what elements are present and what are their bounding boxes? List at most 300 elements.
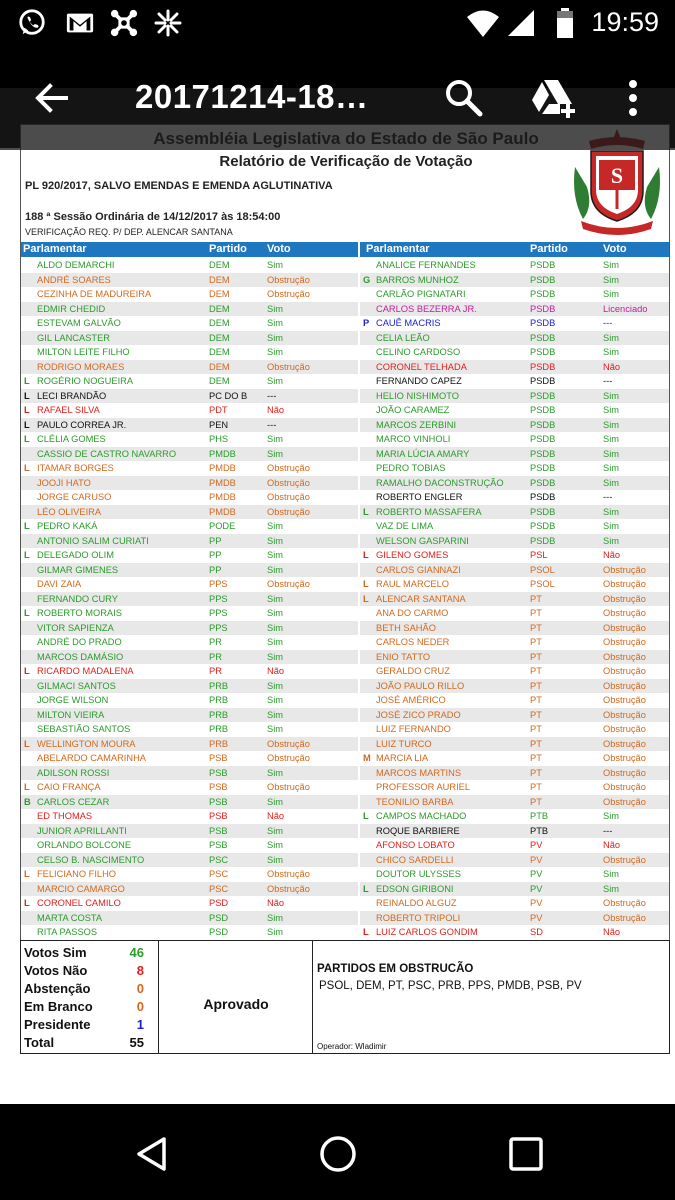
party-name: PSOL	[530, 579, 555, 589]
row-flag: L	[363, 811, 369, 821]
party-name: PSD	[209, 898, 229, 908]
table-row	[21, 737, 358, 752]
member-name: JOSÉ ZICO PRADO	[376, 709, 461, 720]
row-flag: L	[24, 782, 30, 792]
table-row	[360, 650, 669, 665]
member-name: FERNANDO CURY	[37, 593, 118, 604]
party-name: PRB	[209, 738, 229, 749]
row-flag: M	[363, 753, 371, 763]
table-row	[21, 911, 358, 926]
member-name: CARLOS GIANNAZI	[376, 564, 461, 575]
vote-value: Sim	[603, 434, 620, 444]
party-name: PP	[209, 564, 222, 575]
vote-value: Sim	[603, 506, 620, 517]
party-name: PSDB	[530, 463, 556, 473]
member-name: LUIZ FERNANDO	[376, 724, 451, 734]
row-flag: L	[24, 390, 30, 401]
member-name: MARCOS DAMÁSIO	[37, 651, 124, 662]
party-name: DEM	[209, 274, 230, 285]
party-name: PSDB	[530, 376, 556, 386]
table-row	[360, 911, 669, 926]
bill-label: PL 920/2017, SALVO EMENDAS E EMENDA AGLUTINATIVA	[25, 180, 333, 192]
table-row	[21, 316, 358, 331]
vote-value: Sim	[267, 767, 284, 778]
member-name: JUNIOR APRILLANTI	[37, 825, 127, 836]
vote-value: Sim	[267, 564, 284, 575]
member-name: RICARDO MADALENA	[37, 666, 134, 676]
row-flag: G	[363, 274, 371, 285]
vote-value: Obstrução	[603, 912, 646, 923]
member-name: EDMIR CHEDID	[37, 303, 106, 314]
member-name: ANALICE FERNANDES	[376, 260, 476, 270]
table-row	[21, 838, 358, 853]
member-name: JORGE CARUSO	[37, 492, 112, 502]
member-name: REINALDO ALGUZ	[376, 898, 457, 908]
vote-value: Sim	[267, 724, 284, 734]
vote-value: Não	[603, 550, 621, 560]
table-row	[360, 432, 669, 447]
party-name: PMDB	[209, 463, 236, 473]
table-row	[21, 273, 358, 288]
vote-value: Obstrução	[603, 608, 646, 618]
table-row	[360, 418, 669, 433]
member-name: MILTON LEITE FILHO	[37, 347, 130, 357]
vote-value: Obstrução	[267, 274, 310, 285]
row-flag: L	[363, 579, 369, 589]
party-name: PPS	[209, 593, 228, 604]
vote-value: Sim	[267, 651, 284, 662]
home-circle-icon[interactable]	[318, 1134, 358, 1174]
member-name: MARCO VINHOLI	[376, 434, 451, 444]
vote-value: Sim	[603, 347, 620, 357]
party-name: PSDB	[530, 419, 556, 430]
party-name: PRB	[209, 724, 229, 734]
table-row	[360, 867, 669, 882]
vote-value: Sim	[267, 825, 284, 836]
table-row	[360, 882, 669, 897]
table-row	[21, 519, 358, 534]
table-row	[21, 621, 358, 636]
table-row	[360, 534, 669, 549]
member-name: ROBERTO MASSAFERA	[376, 506, 482, 517]
table-row	[360, 548, 669, 563]
member-name: CLÉLIA GOMES	[37, 434, 106, 444]
vote-value: Sim	[603, 463, 620, 473]
party-name: PV	[530, 869, 543, 879]
obstruction-cell	[313, 941, 669, 1053]
total-value: 46	[129, 945, 144, 960]
vote-value: Sim	[603, 448, 620, 459]
table-header-right	[360, 242, 669, 257]
member-name: RAUL MARCELO	[376, 579, 450, 589]
spark-icon	[154, 8, 182, 38]
row-flag: P	[363, 318, 370, 328]
party-name: DEM	[209, 289, 230, 299]
party-name: PT	[530, 666, 542, 676]
vote-value: Obstrução	[603, 724, 646, 734]
member-name: LÉO OLIVEIRA	[37, 506, 102, 517]
table-row	[21, 708, 358, 723]
vote-value: Obstrução	[603, 854, 646, 865]
row-flag: L	[363, 550, 369, 560]
table-row	[360, 722, 669, 737]
member-name: GILMACI SANTOS	[37, 680, 116, 691]
table-header-left	[21, 242, 358, 257]
member-name: LECI BRANDÃO	[37, 390, 107, 401]
table-row	[21, 809, 358, 824]
party-name: PTB	[530, 825, 549, 836]
party-name: PSB	[209, 782, 228, 792]
table-row	[360, 664, 669, 679]
party-name: PSB	[209, 796, 228, 807]
member-name: ROBERTO ENGLER	[376, 492, 463, 502]
party-name: PSD	[209, 912, 229, 923]
party-name: PMDB	[209, 506, 236, 517]
member-name: MARTA COSTA	[37, 912, 103, 923]
total-value: 8	[136, 963, 144, 978]
table-row	[21, 824, 358, 839]
member-name: CELINO CARDOSO	[376, 347, 461, 357]
vote-value: Não	[267, 898, 285, 908]
vote-value: ---	[603, 492, 613, 502]
member-name: GILENO GOMES	[376, 550, 449, 560]
party-name: PT	[530, 608, 542, 618]
member-name: ALDO DEMARCHI	[37, 260, 115, 270]
table-row	[360, 853, 669, 868]
table-row	[360, 621, 669, 636]
party-name: PT	[530, 637, 542, 647]
search-icon[interactable]	[444, 78, 484, 118]
party-name: PSDB	[530, 289, 556, 299]
vote-value: Obstrução	[267, 492, 310, 502]
header-party: Partido	[209, 243, 247, 255]
vote-value: Obstrução	[267, 477, 310, 488]
vote-value: Obstrução	[603, 666, 646, 676]
more-vert-icon[interactable]	[622, 78, 644, 118]
vote-value: Obstrução	[267, 463, 310, 473]
member-name: ENIO TATTO	[376, 651, 431, 662]
vote-value: Sim	[603, 390, 620, 401]
vote-value: Obstrução	[603, 782, 646, 792]
vote-value: Obstrução	[603, 622, 646, 633]
app-bar	[0, 48, 675, 148]
vote-value: Obstrução	[267, 753, 310, 763]
vote-value: ---	[603, 318, 613, 328]
vote-value: Obstrução	[267, 361, 310, 372]
member-name: CARLOS BEZERRA JR.	[376, 303, 477, 314]
table-row	[360, 635, 669, 650]
table-row	[21, 432, 358, 447]
table-row	[21, 577, 358, 592]
party-name: PPS	[209, 579, 228, 589]
header-party: Partido	[530, 243, 568, 255]
row-flag: L	[24, 608, 30, 618]
back-triangle-icon[interactable]	[132, 1134, 172, 1174]
vote-value: Obstrução	[603, 738, 646, 749]
status-bar	[0, 0, 675, 48]
vote-value: Não	[267, 405, 285, 415]
session-label: 188 ª Sessão Ordinária de 14/12/2017 às 18:54:00	[25, 211, 281, 223]
vote-value: ---	[603, 376, 613, 386]
row-flag: L	[363, 927, 369, 937]
vote-value: Obstrução	[603, 680, 646, 691]
party-name: PSL	[530, 550, 548, 560]
vote-value: Sim	[267, 332, 284, 343]
party-name: SD	[530, 927, 543, 937]
party-name: PSB	[209, 825, 228, 836]
vote-value: Obstrução	[267, 506, 310, 517]
vote-value: Sim	[603, 535, 620, 546]
party-name: PR	[209, 637, 222, 647]
vote-value: Obstrução	[267, 738, 310, 749]
vote-value: Sim	[267, 695, 284, 705]
row-flag: L	[24, 463, 30, 473]
table-row	[360, 519, 669, 534]
table-row	[21, 795, 358, 810]
member-name: MARCOS ZERBINI	[376, 419, 457, 430]
party-name: PT	[530, 695, 542, 705]
table-row	[360, 302, 669, 317]
member-name: GILMAR GIMENES	[37, 564, 119, 575]
vote-value: Sim	[267, 622, 284, 633]
vote-value: Sim	[603, 419, 620, 430]
vote-value: Obstrução	[603, 579, 646, 589]
table-row	[21, 751, 358, 766]
total-value: 0	[136, 999, 144, 1014]
table-row	[21, 882, 358, 897]
member-name: ANDRÉ SOARES	[37, 274, 111, 285]
member-name: RAMALHO DACONSTRUÇÃO	[376, 477, 504, 488]
row-flag: L	[24, 419, 30, 430]
vote-value: Sim	[603, 289, 620, 299]
party-name: DEM	[209, 318, 230, 328]
member-name: RITA PASSOS	[37, 927, 98, 937]
party-name: PSB	[209, 811, 228, 821]
party-name: PSDB	[530, 535, 556, 546]
table-row	[360, 824, 669, 839]
party-name: PSD	[209, 927, 229, 937]
party-name: PT	[530, 593, 542, 604]
party-name: PSB	[209, 753, 228, 763]
vote-value: Sim	[267, 347, 284, 357]
member-name: BETH SAHÃO	[376, 622, 436, 633]
vote-value: Obstrução	[603, 651, 646, 662]
party-name: PT	[530, 622, 542, 633]
party-name: PC DO B	[209, 390, 248, 401]
vote-value: Sim	[267, 854, 284, 865]
party-name: PT	[530, 680, 542, 691]
table-row	[360, 693, 669, 708]
member-name: CAIO FRANÇA	[37, 782, 101, 792]
party-name: PPS	[209, 622, 228, 633]
back-arrow-icon[interactable]	[32, 78, 72, 118]
member-name: JOSÉ AMÉRICO	[376, 695, 446, 705]
party-name: PT	[530, 709, 542, 720]
vote-value: Sim	[603, 332, 620, 343]
table-row	[360, 809, 669, 824]
party-name: PT	[530, 796, 542, 807]
total-value: 1	[136, 1017, 144, 1032]
table-row	[360, 331, 669, 346]
table-row	[21, 896, 358, 911]
member-name: GIL LANCASTER	[37, 332, 111, 343]
party-name: PSB	[209, 767, 228, 778]
vote-value: Sim	[603, 274, 620, 285]
party-name: PSB	[209, 840, 228, 850]
table-row	[21, 853, 358, 868]
member-name: JORGE WILSON	[37, 695, 109, 705]
total-label: Votos Não	[24, 963, 88, 978]
header-vote: Voto	[267, 243, 291, 255]
table-row	[360, 838, 669, 853]
member-name: ABELARDO CAMARINHA	[37, 753, 147, 763]
summary-box	[20, 940, 670, 1054]
vote-value: Sim	[603, 869, 620, 879]
party-name: PT	[530, 724, 542, 734]
drive-add-icon[interactable]	[530, 78, 576, 118]
party-name: DEM	[209, 361, 230, 372]
table-row	[21, 635, 358, 650]
table-row	[21, 766, 358, 781]
row-flag: B	[24, 796, 31, 807]
total-label: Abstenção	[24, 981, 91, 996]
vote-value: ---	[603, 825, 613, 836]
table-row	[360, 795, 669, 810]
member-name: CEZINHA DE MADUREIRA	[37, 289, 152, 299]
party-name: PV	[530, 840, 543, 850]
member-name: MARCIO CAMARGO	[37, 883, 125, 894]
table-row	[360, 316, 669, 331]
member-name: MARCIA LIA	[376, 753, 429, 763]
table-row	[360, 606, 669, 621]
party-name: PSC	[209, 883, 229, 894]
table-row	[21, 650, 358, 665]
party-name: PSDB	[530, 477, 556, 488]
party-name: PSDB	[530, 303, 556, 314]
wifi-icon	[466, 8, 500, 38]
party-name: PSDB	[530, 521, 556, 531]
member-name: FELICIANO FILHO	[37, 869, 117, 879]
battery-icon	[556, 8, 574, 38]
table-row	[21, 302, 358, 317]
member-name: CARLOS NEDER	[376, 637, 450, 647]
table-row	[21, 679, 358, 694]
vote-value: Não	[603, 927, 621, 937]
vote-value: Sim	[267, 637, 284, 647]
table-row	[360, 751, 669, 766]
header-member: Parlamentar	[366, 243, 430, 255]
vote-value: Obstrução	[603, 637, 646, 647]
member-name: PEDRO TOBIAS	[376, 463, 446, 473]
vote-value: Obstrução	[603, 709, 646, 720]
member-name: LUIZ CARLOS GONDIM	[376, 927, 478, 937]
party-name: PSDB	[530, 347, 556, 357]
member-name: CHICO SARDELLI	[376, 854, 454, 865]
party-name: PRB	[209, 680, 229, 691]
recents-square-icon[interactable]	[506, 1134, 546, 1174]
party-name: PMDB	[209, 492, 236, 502]
row-flag: L	[24, 521, 30, 531]
member-name: CARLÃO PIGNATARI	[376, 289, 466, 299]
party-name: PV	[530, 898, 543, 908]
party-name: PMDB	[209, 477, 236, 488]
vote-value: Sim	[267, 318, 284, 328]
table-row	[360, 273, 669, 288]
row-flag: L	[24, 666, 30, 676]
party-name: PDT	[209, 405, 228, 415]
member-name: DOUTOR ULYSSES	[376, 869, 461, 879]
table-row	[21, 345, 358, 360]
vote-table-left	[21, 258, 358, 940]
party-name: DEM	[209, 332, 230, 343]
member-name: CELIA LEÃO	[376, 332, 430, 343]
table-row	[21, 403, 358, 418]
table-row	[360, 490, 669, 505]
row-flag: L	[363, 593, 369, 604]
party-name: PSDB	[530, 274, 556, 285]
table-row	[21, 331, 358, 346]
party-name: PR	[209, 651, 222, 662]
vote-value: Obstrução	[267, 883, 310, 894]
member-name: ANDRÉ DO PRADO	[37, 637, 122, 647]
table-row	[21, 258, 358, 273]
vote-value: Sim	[267, 709, 284, 720]
total-label: Presidente	[24, 1017, 91, 1032]
member-name: LUIZ TURCO	[376, 738, 432, 749]
row-flag: L	[24, 405, 30, 415]
table-row	[21, 722, 358, 737]
table-row	[21, 374, 358, 389]
header-vote: Voto	[603, 243, 627, 255]
member-name: JOÃO CARAMEZ	[376, 405, 450, 415]
table-row	[360, 925, 669, 940]
vote-value: Sim	[267, 796, 284, 807]
member-name: ADILSON ROSSI	[37, 767, 110, 778]
vote-value: Sim	[603, 260, 620, 270]
table-row	[21, 664, 358, 679]
table-row	[21, 693, 358, 708]
row-flag: L	[363, 506, 369, 517]
party-name: PT	[530, 651, 542, 662]
vote-value: ---	[267, 419, 277, 430]
total-label: Em Branco	[24, 999, 93, 1014]
vote-value: Obstrução	[603, 753, 646, 763]
operator-label: Operador: Wladimir	[317, 1042, 387, 1051]
table-row	[21, 780, 358, 795]
vote-value: Obstrução	[603, 898, 646, 908]
party-name: PSDB	[530, 260, 556, 270]
table-row	[360, 461, 669, 476]
result-label: Aprovado	[203, 996, 269, 1012]
member-name: WELSON GASPARINI	[376, 535, 469, 546]
vote-value: Sim	[267, 376, 284, 386]
party-name: PV	[530, 854, 543, 865]
member-name: JOOJI HATO	[37, 477, 91, 488]
member-name: DAVI ZAIA	[37, 579, 82, 589]
vote-value: Obstrução	[603, 695, 646, 705]
member-name: JOÃO PAULO RILLO	[376, 680, 465, 691]
table-row	[21, 925, 358, 940]
party-name: PSC	[209, 854, 229, 865]
row-flag: L	[24, 434, 30, 444]
vote-value: Obstrução	[603, 593, 646, 604]
vote-value: Não	[267, 811, 285, 821]
table-row	[21, 418, 358, 433]
member-name: CELSO B. NASCIMENTO	[37, 854, 145, 865]
party-name: PSOL	[530, 564, 555, 575]
document-title: 20171214-18…	[135, 78, 369, 115]
table-row	[21, 476, 358, 491]
